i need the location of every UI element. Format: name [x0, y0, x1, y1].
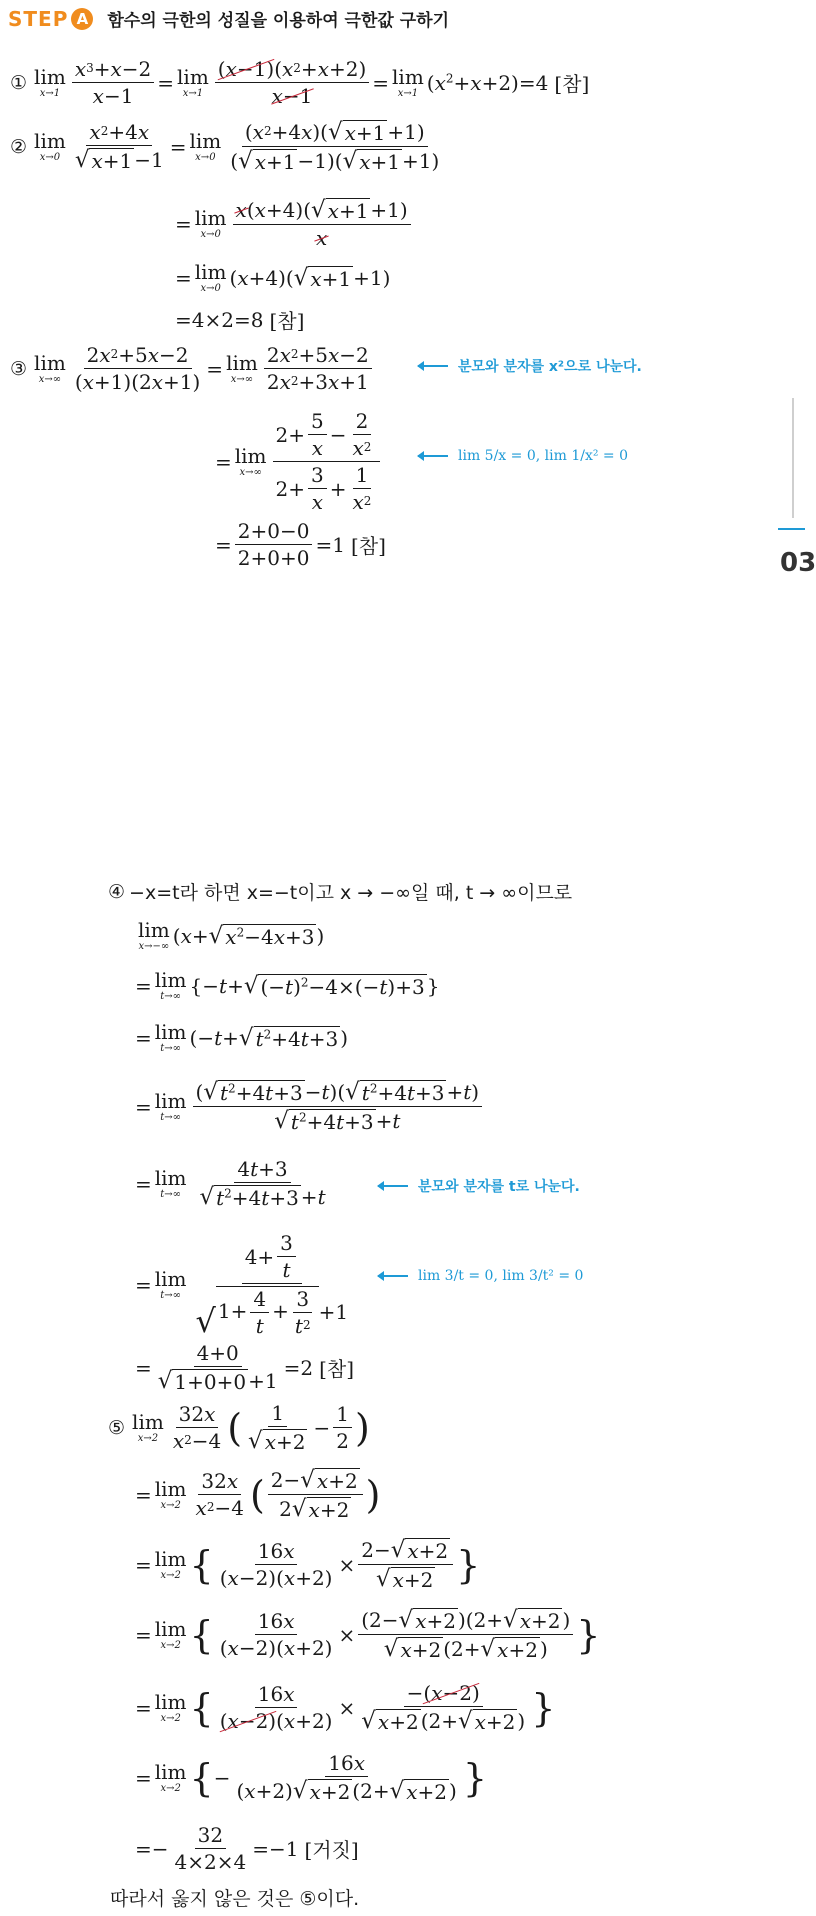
note-4b: lim 3/t = 0, lim 3/t² = 0	[418, 1268, 584, 1284]
note-3a: 분모와 분자를 x²으로 나눈다.	[458, 359, 642, 375]
problem-5-line-2: = lim x→2 32 x x 2 −4 ( 2− √ x+2 2 √ x+2 )	[135, 1467, 381, 1522]
problem-4-line-7: = 4+0 √ 1+0+0 +1 = 2 [참]	[135, 1341, 355, 1394]
step-label: STEP	[8, 6, 69, 31]
arrow-left-icon	[378, 1185, 408, 1187]
intro-4: −x=t라 하면 x=−t이고 x → −∞일 때, t → ∞이므로	[129, 882, 573, 904]
choice-label-1: ①	[10, 71, 28, 94]
problem-4-line-3: = lim t→∞ (−t+ √ $t^2+4t+3$ )	[135, 1020, 349, 1054]
problem-2-line-1: ② lim x→0 x 2 +4 x √ x+1 −1 = lim x→0 ( x 2 +4 x )( √ x+1 +1) ( √ x+1 −1)( √ x+1 +1)	[10, 119, 440, 174]
lim: lim x→1	[34, 64, 66, 99]
problem-1: ① lim x→1 x 3 + x −2 x −1 = lim x→1 (x−1) ( x 2 + x +2) x−1 = lim x→1 $(x^2+x+2)=$ 4 [참]	[10, 57, 590, 108]
result-4: 2	[300, 1355, 314, 1380]
verdict-1: [참]	[554, 72, 590, 96]
result-2: 8	[250, 307, 264, 332]
note-3b: lim 5/x = 0, lim 1/x² = 0	[458, 448, 628, 464]
problem-5-line-3: = lim x→2 { 16 x ( x −2)( x +2) × 2− √ x+2 √ x+2 }	[135, 1537, 481, 1592]
arrow-left-icon	[378, 1275, 408, 1277]
problem-5-line-1: ⑤ lim x→2 32 x x 2 −4 ( 1 √ x+2 − $\frac{1}{2}$ )	[108, 1401, 370, 1454]
problem-5-line-6: = lim x→2 { − 16 x ( x +2) √ x+2 (2+ √ x+2 ) }	[135, 1751, 488, 1804]
side-tab-fragment	[792, 398, 807, 518]
problem-2-line-4: =4×2= 8 [참]	[175, 305, 304, 334]
problem-4-intro	[108, 878, 572, 905]
choice-label-3: ③	[10, 357, 28, 380]
side-page-marker: 03	[780, 548, 816, 578]
verdict-2: [참]	[269, 309, 305, 333]
note-divide-x2	[418, 356, 642, 376]
step-badge: A	[71, 8, 93, 30]
step-header	[8, 6, 449, 31]
verdict-4: [참]	[319, 1357, 355, 1381]
problem-5-line-4: = lim x→2 { 16 x ( x −2)( x +2) × (2− √ x+2 )(2+ √ x+2 ) √ x+2 (2+ √ x+2 ) }	[135, 1607, 601, 1662]
problem-4-line-5: = lim t→∞ 4 t +3 √ $t^2+4t+3$ + t	[135, 1157, 326, 1210]
result-1: 4	[535, 70, 549, 95]
problem-4-line-4: = lim t→∞ ( √ $t^2+4t+3$ − t )( √ $t^2+4t+3$ + t ) √ $t^2+4t+3$ + t	[135, 1080, 485, 1133]
arrow-left-icon	[418, 365, 448, 367]
result-5: −1	[268, 1836, 299, 1861]
choice-label-4: ④	[108, 880, 126, 903]
page-title: 함수의 극한의 성질을 이용하여 극한값 구하기	[107, 11, 449, 31]
problem-4-line-1: lim x→−∞ (x+ √ $x^2-4x+3$ )	[138, 918, 325, 952]
conclusion: 따라서 옳지 않은 것은 ⑤이다.	[110, 1888, 360, 1910]
note-4a: 분모와 분자를 t로 나눈다.	[418, 1179, 580, 1195]
problem-2-line-3: = lim x→0 (x+4)( √ x+1 +1)	[175, 260, 391, 294]
problem-5-line-7: =− $\frac{32}{4\times 2\times 4}$ = −1 [거짓]	[135, 1823, 359, 1874]
verdict-3: [참]	[350, 534, 386, 558]
choice-label-2: ②	[10, 135, 28, 158]
problem-3-line-3: = $\frac{2+0-0}{2+0+0}$ = 1 [참]	[215, 519, 386, 570]
verdict-5: [거짓]	[304, 1838, 359, 1862]
result-3: 1	[332, 532, 345, 557]
note-limits-t	[378, 1268, 583, 1284]
problem-4-line-6: = lim t→∞ 4+ $\frac{3}{t}$ √ 1+ $\frac{4}{t}$ + 3 t 2 +1	[135, 1231, 349, 1340]
note-divide-t	[378, 1176, 580, 1196]
problem-3-line-1: ③ lim x→∞ 2 x 2 +5 x −2 ( x +1)(2 x +1) = lim x→∞ 2 x 2 +5 x −2 2 x 2 +3 x +1	[10, 344, 375, 393]
problem-5-line-5: = lim x→2 { 16 x (x−2) ( x +2) × − (x−2) √ x+2 (2+ √ x+2 ) }	[135, 1681, 556, 1734]
note-limits-x	[418, 448, 628, 464]
problem-4-line-2: = lim t→∞ {−t+ √ $(-t)^2-4\times(-t)+3$ }	[135, 968, 440, 1002]
problem-3-line-2: = lim x→∞ 2+ $\frac{5}{x}$ − 2 x 2 2+ $\frac{3}{x}$ + 1 x 2	[215, 410, 383, 513]
side-rule	[778, 528, 805, 530]
arrow-left-icon	[418, 455, 448, 457]
choice-label-5: ⑤	[108, 1416, 126, 1439]
problem-2-line-2: = lim x→0 x ( x +4)( √ x+1 +1) x	[175, 198, 414, 249]
